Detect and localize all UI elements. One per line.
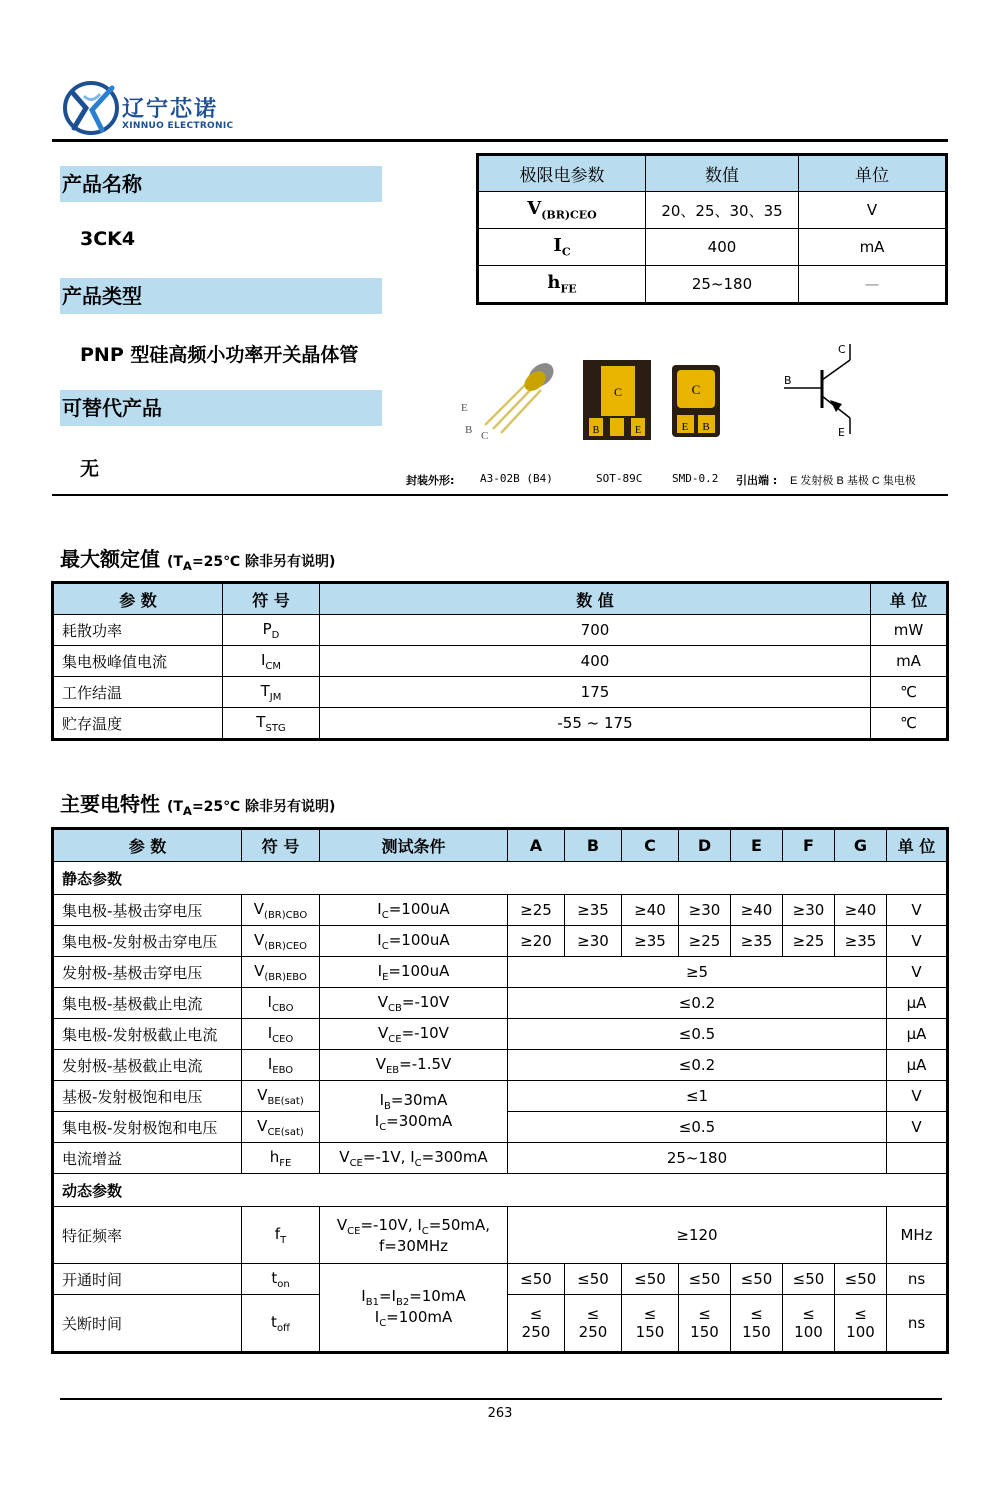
value-cell: ≤50	[565, 1264, 622, 1295]
value-cell: ≤ 150	[622, 1295, 679, 1353]
symbol-cell: $T_{STG}$	[223, 708, 320, 740]
param-cell: 开通时间	[53, 1264, 242, 1295]
unit-cell: V	[799, 192, 947, 229]
param-cell: 耗散功率	[53, 615, 223, 646]
symbol-cell: $I_{EBO}$	[242, 1050, 320, 1081]
table-row	[53, 677, 948, 708]
table-row	[53, 1264, 948, 1295]
logo-english-name: XINNUO ELECTRONIC	[122, 121, 234, 131]
value-cell: ≥30	[679, 895, 731, 926]
table-row	[53, 1207, 948, 1264]
column-header: A	[508, 829, 565, 862]
value-cell: ≤ 250	[565, 1295, 622, 1353]
table-header-row	[53, 829, 948, 862]
value-cell: ≤0.2	[508, 1050, 887, 1081]
pad-label-e: E	[634, 425, 642, 436]
column-header: F	[783, 829, 835, 862]
logo-chinese-name: 辽宁芯诺	[122, 97, 219, 122]
param-cell: 集电极-基极截止电流	[53, 988, 242, 1019]
value-cell: ≤0.5	[508, 1112, 887, 1143]
group-row	[53, 862, 948, 895]
pad-label-e: E	[681, 421, 689, 433]
value-cell: ≥35	[835, 926, 887, 957]
unit-cell: ℃	[871, 677, 948, 708]
column-header: 符 号	[223, 583, 320, 615]
page-number: 263	[487, 1406, 513, 1421]
pad-label-b: B	[592, 425, 600, 436]
value-cell: ≥35	[565, 895, 622, 926]
unit-cell: ns	[887, 1264, 948, 1295]
value-cell: ≥35	[622, 926, 679, 957]
symbol-cell: $f_T$	[242, 1207, 320, 1264]
column-header: C	[622, 829, 679, 862]
package-2-name: SOT-89C	[596, 472, 643, 485]
value-cell: 25~180	[508, 1143, 887, 1174]
table-row	[53, 988, 948, 1019]
column-header: E	[731, 829, 783, 862]
lead-label-c: C	[481, 430, 489, 442]
symbol-label-c: C	[838, 343, 846, 356]
column-header: 数 值	[320, 583, 871, 615]
value-cell: ≥40	[835, 895, 887, 926]
package-caption-label: 封装外形:	[406, 474, 455, 487]
column-header: G	[835, 829, 887, 862]
param-cell: 电流增益	[53, 1143, 242, 1174]
table-row	[53, 957, 948, 988]
value-cell: ≤0.5	[508, 1019, 887, 1050]
product-name-label: 产品名称	[60, 166, 382, 202]
value-cell: 25~180	[646, 266, 799, 304]
column-header: 单 位	[887, 829, 948, 862]
value-cell: ≤50	[508, 1264, 565, 1295]
value-cell: ≤ 150	[679, 1295, 731, 1353]
value-cell: ≥20	[508, 926, 565, 957]
param-cell: 发射极-基极击穿电压	[53, 957, 242, 988]
value-cell: ≤ 250	[508, 1295, 565, 1353]
condition-cell: $V_{CE}=-10V$, $I_C=50mA$, f=30MHz	[320, 1207, 508, 1264]
symbol-cell: $V_{(BR)CEO}$	[478, 192, 646, 229]
condition-cell: $I_C=100uA$	[320, 895, 508, 926]
section-rule	[52, 494, 948, 496]
symbol-cell: $h_{FE}$	[478, 266, 646, 304]
value-cell: ≥25	[783, 926, 835, 957]
column-header: 测试条件	[320, 829, 508, 862]
param-cell: 工作结温	[53, 677, 223, 708]
unit-cell: V	[887, 926, 948, 957]
unit-cell	[887, 1143, 948, 1174]
lead-label-e: E	[461, 402, 468, 414]
unit-cell: mA	[871, 646, 948, 677]
value-cell: ≤50	[835, 1264, 887, 1295]
value-cell: ≤50	[622, 1264, 679, 1295]
condition-cell: $V_{CE}=-1V$, $I_C=300mA$	[320, 1143, 508, 1174]
unit-cell: ℃	[871, 708, 948, 740]
value-cell: ≥25	[508, 895, 565, 926]
unit-cell: V	[887, 957, 948, 988]
table-row	[53, 615, 948, 646]
table-row	[478, 192, 947, 229]
value-cell: -55 ~ 175	[320, 708, 871, 740]
package-1-name: A3-02B (B4)	[480, 472, 553, 485]
param-cell: 集电极峰值电流	[53, 646, 223, 677]
value-cell: ≤50	[731, 1264, 783, 1295]
table-row	[53, 708, 948, 740]
max-ratings-table	[51, 581, 949, 741]
symbol-cell: $V_{(BR)CBO}$	[242, 895, 320, 926]
value-cell: ≤ 100	[783, 1295, 835, 1353]
column-header: D	[679, 829, 731, 862]
symbol-cell: $t_{off}$	[242, 1295, 320, 1353]
electrical-characteristics-title: 主要电特性 ($T_A=25℃$ 除非另有说明)	[60, 792, 336, 818]
value-cell: ≤ 150	[731, 1295, 783, 1353]
symbol-cell: $I_{CEO}$	[242, 1019, 320, 1050]
value-cell: 700	[320, 615, 871, 646]
condition-cell: $I_E=100uA$	[320, 957, 508, 988]
value-cell: ≥40	[622, 895, 679, 926]
footer-rule	[60, 1398, 942, 1400]
condition-cell: $V_{EB}=-1.5V$	[320, 1050, 508, 1081]
value-cell: ≥25	[679, 926, 731, 957]
unit-cell: μA	[887, 1019, 948, 1050]
value-cell: 175	[320, 677, 871, 708]
column-header: 参 数	[53, 583, 223, 615]
value-cell: ≥30	[565, 926, 622, 957]
unit-cell: V	[887, 895, 948, 926]
condition-cell: $V_{CB}=-10V$	[320, 988, 508, 1019]
symbol-cell: $V_{(BR)CEO}$	[242, 926, 320, 957]
value-cell: ≥40	[731, 895, 783, 926]
smd-package-image	[672, 365, 720, 437]
value-cell: ≤1	[508, 1081, 887, 1112]
symbol-cell: $I_{CBO}$	[242, 988, 320, 1019]
unit-cell: V	[887, 1112, 948, 1143]
max-ratings-title: 最大额定值 ($T_A=25℃$ 除非另有说明)	[60, 547, 336, 573]
symbol-cell: $t_{on}$	[242, 1264, 320, 1295]
unit-cell: mA	[799, 229, 947, 266]
param-cell: 发射极-基极截止电流	[53, 1050, 242, 1081]
table-row	[53, 1143, 948, 1174]
unit-cell: μA	[887, 1050, 948, 1081]
column-header: 极限电参数	[478, 155, 646, 192]
product-type-label: 产品类型	[60, 278, 382, 314]
param-cell: 集电极-发射极击穿电压	[53, 926, 242, 957]
symbol-cell: $I_{CM}$	[223, 646, 320, 677]
pad-label-b: B	[702, 421, 710, 433]
table-row	[53, 1019, 948, 1050]
value-cell: ≥5	[508, 957, 887, 988]
unit-cell: V	[887, 1081, 948, 1112]
symbol-cell: $V_{(BR)EBO}$	[242, 957, 320, 988]
value-cell: ≤0.2	[508, 988, 887, 1019]
param-cell: 集电极-发射极饱和电压	[53, 1112, 242, 1143]
table-row	[53, 1081, 948, 1112]
symbol-label-e: E	[838, 426, 845, 439]
unit-cell: —	[799, 266, 947, 304]
pad-label-c: C	[613, 385, 623, 399]
table-row	[478, 229, 947, 266]
to-package-image	[455, 345, 565, 445]
condition-cell: $I_C=100uA$	[320, 926, 508, 957]
table-row	[53, 646, 948, 677]
unit-cell: MHz	[887, 1207, 948, 1264]
param-cell: 基极-发射极饱和电压	[53, 1081, 242, 1112]
value-cell: 400	[320, 646, 871, 677]
group-row	[53, 1174, 948, 1207]
table-row	[53, 895, 948, 926]
value-cell: ≥120	[508, 1207, 887, 1264]
value-cell: ≤ 100	[835, 1295, 887, 1353]
header-rule	[52, 139, 948, 142]
value-cell: 400	[646, 229, 799, 266]
param-cell: 贮存温度	[53, 708, 223, 740]
lead-label-b: B	[465, 424, 473, 436]
symbol-cell: $V_{CE(sat)}$	[242, 1112, 320, 1143]
symbol-label-b: B	[784, 374, 792, 387]
alt-product-label: 可替代产品	[60, 390, 382, 426]
table-header-row	[53, 583, 948, 615]
sot89-package-image	[583, 360, 651, 440]
value-cell: 20、25、30、35	[646, 192, 799, 229]
static-params-label: 静态参数	[53, 862, 948, 895]
value-cell: ≥30	[783, 895, 835, 926]
company-logo	[62, 78, 122, 136]
condition-cell: $I_{B1}=I_{B2}=10mA$ $I_C=100mA$	[320, 1264, 508, 1353]
dynamic-params-label: 动态参数	[53, 1174, 948, 1207]
value-cell: ≤50	[783, 1264, 835, 1295]
table-row	[53, 926, 948, 957]
value-cell: ≥35	[731, 926, 783, 957]
param-cell: 特征频率	[53, 1207, 242, 1264]
column-header: 单 位	[871, 583, 948, 615]
symbol-cell: $V_{BE(sat)}$	[242, 1081, 320, 1112]
param-cell: 关断时间	[53, 1295, 242, 1353]
pnp-transistor-symbol-icon	[780, 340, 860, 440]
symbol-cell: $h_{FE}$	[242, 1143, 320, 1174]
column-header: 参 数	[53, 829, 242, 862]
symbol-cell: $P_D$	[223, 615, 320, 646]
pins-label: 引出端 :	[736, 474, 778, 487]
table-row	[478, 266, 947, 304]
unit-cell: mW	[871, 615, 948, 646]
unit-cell: μA	[887, 988, 948, 1019]
column-header: B	[565, 829, 622, 862]
unit-cell: ns	[887, 1295, 948, 1353]
product-type-value: PNP 型硅高频小功率开关晶体管	[80, 344, 359, 366]
table-header-row	[478, 155, 947, 192]
value-cell: ≤50	[679, 1264, 731, 1295]
condition-cell: $V_{CE}=-10V$	[320, 1019, 508, 1050]
pins-description: E 发射极 B 基极 C 集电极	[790, 475, 916, 487]
pad-label-c: C	[691, 382, 701, 397]
symbol-cell: $T_{JM}$	[223, 677, 320, 708]
column-header: 符 号	[242, 829, 320, 862]
param-cell: 集电极-基极击穿电压	[53, 895, 242, 926]
product-name-value: 3CK4	[80, 228, 136, 250]
column-header: 数值	[646, 155, 799, 192]
symbol-cell: $I_C$	[478, 229, 646, 266]
electrical-characteristics-table	[51, 827, 949, 1354]
limit-parameters-table	[476, 153, 948, 305]
condition-cell: $I_B=30mA$ $I_C=300mA$	[320, 1081, 508, 1143]
column-header: 单位	[799, 155, 947, 192]
param-cell: 集电极-发射极截止电流	[53, 1019, 242, 1050]
package-3-name: SMD-0.2	[672, 472, 719, 485]
table-row	[53, 1050, 948, 1081]
alt-product-value: 无	[80, 458, 100, 480]
